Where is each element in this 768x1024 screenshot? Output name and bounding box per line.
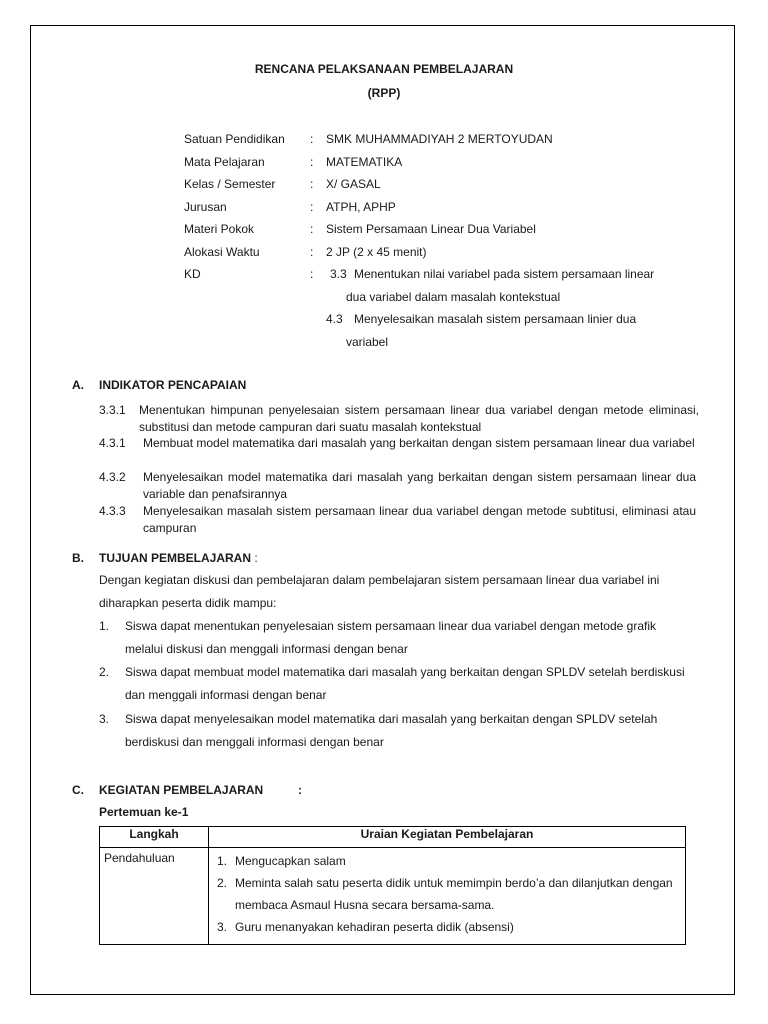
kd-item — [326, 308, 674, 353]
indicator-item — [99, 469, 696, 503]
identity-label: Mata Pelajaran — [184, 154, 265, 169]
identity-label: KD — [184, 267, 201, 281]
identity-row — [184, 218, 694, 241]
indicator-number: 4.3.1 — [99, 436, 126, 450]
goal-text — [125, 661, 705, 707]
identity-row — [184, 173, 694, 196]
kd-text-continued: variabel — [346, 334, 389, 349]
goals-intro — [99, 569, 699, 614]
goal-line: Siswa dapat menyelesaikan model matematika dari masalah yang berkaitan dengan SPLDV setelah — [125, 712, 658, 726]
goal-number: 1. — [99, 619, 110, 633]
section-b-heading — [72, 551, 258, 565]
activity-item — [213, 850, 681, 872]
table-row — [100, 848, 686, 945]
identity-value: Sistem Persamaan Linear Dua Variabel — [326, 222, 536, 236]
identity-value: ATPH, APHP — [326, 199, 396, 214]
indicator-text: Menyelesaikan masalah sistem persamaan linear dua variabel dengan metode subtitusi, eliminasi atau campuran — [143, 504, 696, 535]
identity-value: SMK MUHAMMADIYAH 2 MERTOYUDAN — [326, 132, 553, 146]
identity-row — [184, 151, 694, 174]
identity-value: MATEMATIKA — [326, 154, 403, 169]
indicator-text: Membuat model matematika dari masalah yang berkaitan dengan sistem persamaan linear dua variabel — [143, 436, 695, 450]
section-title: TUJUAN PEMBELAJARAN — [99, 551, 252, 565]
goal-line: dan menggali informasi dengan benar — [125, 688, 327, 702]
activity-line: Mengucapkan salam — [235, 854, 346, 868]
meeting-heading: Pertemuan ke-1 — [99, 805, 189, 819]
identity-label: Jurusan — [184, 199, 227, 214]
identity-value: X/ GASAL — [326, 177, 381, 191]
goal-line: Siswa dapat membuat model matematika dari masalah yang berkaitan dengan SPLDV setelah berdiskusi — [125, 665, 685, 679]
indicator-number: 4.3.2 — [99, 470, 126, 484]
identity-row — [184, 128, 694, 151]
activity-number: 3. — [217, 920, 228, 934]
identity-block — [184, 128, 694, 349]
table-cell-step: Pendahuluan — [100, 848, 209, 945]
identity-label: Kelas / Semester — [184, 177, 276, 191]
identity-row — [184, 241, 694, 264]
indicator-item — [99, 503, 696, 537]
identity-colon: : — [310, 199, 314, 214]
identity-value: 2 JP (2 x 45 menit) — [326, 244, 427, 259]
identity-colon: : — [310, 132, 314, 146]
section-a-heading — [72, 378, 246, 392]
activity-line: membaca Asmaul Husna secara bersama-sama. — [235, 898, 495, 912]
goal-number: 2. — [99, 665, 110, 679]
indicator-item — [99, 435, 696, 452]
table-header-row — [100, 827, 686, 848]
section-title: KEGIATAN PEMBELAJARAN — [99, 783, 264, 797]
identity-colon: : — [310, 222, 314, 236]
kd-number: 3.3 — [330, 267, 347, 281]
activity-number: 1. — [217, 854, 228, 868]
goal-line: berdiskusi dan menggali informasi dengan benar — [125, 735, 384, 749]
identity-label: Alokasi Waktu — [184, 244, 260, 259]
section-title: INDIKATOR PENCAPAIAN — [99, 378, 247, 392]
identity-label: Satuan Pendidikan — [184, 132, 285, 146]
section-title-suffix: : — [251, 551, 258, 565]
kd-text: Menentukan nilai variabel pada sistem persamaan linear — [354, 267, 655, 281]
goal-line: melalui diskusi dan menggali informasi dengan benar — [125, 642, 408, 656]
section-letter: C. — [72, 783, 84, 797]
document-title: RENCANA PELAKSANAAN PEMBELAJARAN — [254, 62, 514, 76]
activity-line: Meminta salah satu peserta didik untuk memimpin berdo’a dan dilanjutkan dengan — [235, 876, 673, 890]
identity-colon: : — [310, 154, 314, 169]
document-subtitle: (RPP) — [367, 86, 401, 100]
goal-text — [125, 615, 705, 661]
goals-intro-line: diharapkan peserta didik mampu: — [99, 595, 277, 610]
activity-item — [213, 916, 681, 938]
table-header-langkah: Langkah — [100, 827, 209, 848]
goals-intro-line: Dengan kegiatan diskusi dan pembelajaran dalam pembelajaran sistem persamaan linear dua variabel ini — [99, 573, 660, 587]
indicator-number: 4.3.3 — [99, 504, 126, 518]
section-title-colon: : — [298, 783, 302, 797]
table-cell-activities — [209, 848, 686, 945]
section-letter: A. — [72, 378, 84, 392]
kd-text-continued: dua variabel dalam masalah kontekstual — [346, 289, 561, 304]
goal-text — [125, 708, 705, 754]
indicator-item — [99, 402, 699, 436]
section-c-heading — [72, 783, 302, 797]
kd-text: Menyelesaikan masalah sistem persamaan linier dua — [354, 312, 637, 326]
identity-colon: : — [310, 267, 314, 281]
activity-number: 2. — [217, 876, 228, 890]
identity-colon: : — [310, 244, 314, 259]
identity-row — [184, 196, 694, 219]
indicator-text: Menentukan himpunan penyelesaian sistem persamaan linear dua variabel dengan metode eliminasi, substitusi dan metode campuran dari suatu masalah kontekstual — [139, 403, 699, 434]
section-letter: B. — [72, 551, 84, 565]
indicator-number: 3.3.1 — [99, 403, 126, 417]
goal-line: Siswa dapat menentukan penyelesaian sistem persamaan linear dua variabel dengan metode grafik — [125, 619, 656, 633]
identity-label: Materi Pokok — [184, 222, 255, 236]
activity-item — [213, 872, 681, 916]
goal-number: 3. — [99, 712, 110, 726]
kd-number: 4.3 — [326, 312, 343, 326]
activity-table — [99, 826, 686, 945]
indicator-text: Menyelesaikan model matematika dari masalah yang berkaitan dengan sistem persamaan linear dua variable dan penafsirannya — [143, 470, 696, 501]
activity-line: Guru menanyakan kehadiran peserta didik (absensi) — [235, 920, 514, 934]
table-header-uraian: Uraian Kegiatan Pembelajaran — [209, 827, 686, 848]
kd-item — [330, 263, 674, 308]
identity-colon: : — [310, 177, 314, 191]
